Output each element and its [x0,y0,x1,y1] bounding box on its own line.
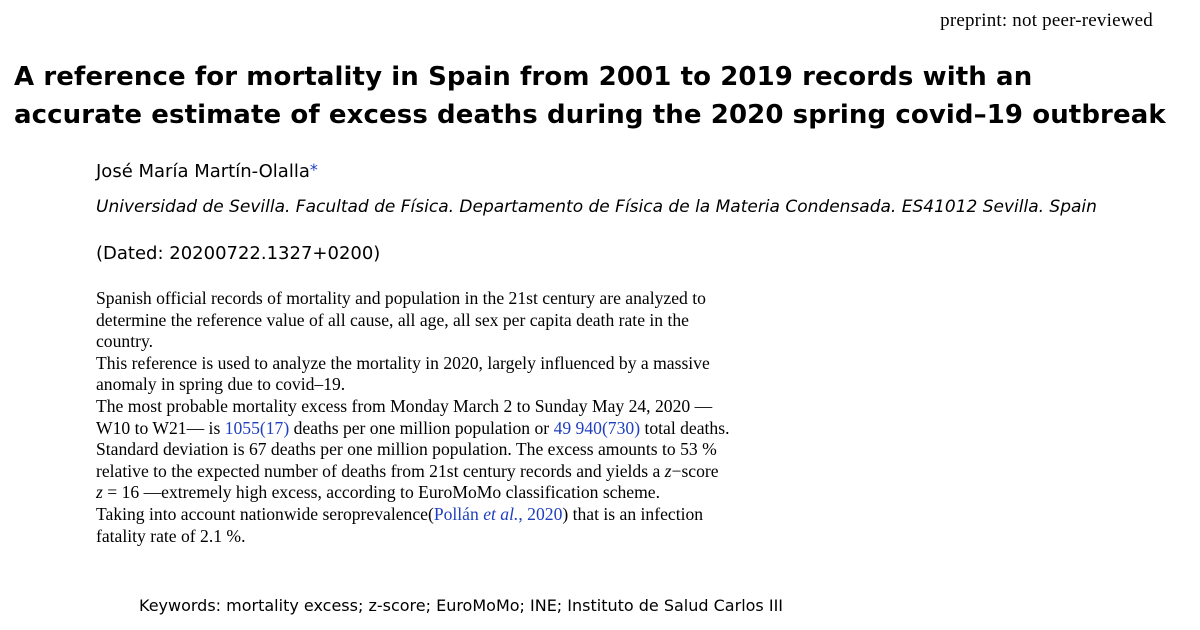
abstract-paragraph-4 [96,504,826,547]
abstract-line: anomaly in spring due to covid–19. [96,374,346,395]
abstract-line: country. [96,331,153,352]
abstract-text: relative to the expected number of deaths from 21st century records and yields a [96,460,665,481]
abstract-line: Standard deviation is 67 deaths per one million population. The excess amounts to 53 % [96,439,717,460]
abstract [96,288,826,547]
total-deaths-link[interactable]: 49 940(730) [553,417,641,438]
citation-year: , 2020 [518,503,563,524]
abstract-line: The most probable mortality excess from Monday March 2 to Sunday May 24, 2020 — [96,395,713,416]
author-name: José María Martín-Olalla [96,161,310,182]
dated-stamp: (Dated: 20200722.1327+0200) [96,243,381,264]
abstract-paragraph-1 [96,288,826,353]
citation-etal: et al. [483,503,519,524]
abstract-line: Spanish official records of mortality and population in the 21st century are analyzed to [96,288,706,308]
abstract-line: fatality rate of 2.1 %. [96,525,246,546]
preprint-status-label: preprint: not peer-reviewed [940,10,1153,31]
paper-title [14,58,1194,134]
abstract-line: This reference is used to analyze the mortality in 2020, largely influenced by a massive [96,352,710,373]
z-variable: z [96,482,103,503]
keywords: Keywords: mortality excess; z-score; EuroMoMo; INE; Instituto de Salud Carlos III [139,596,783,615]
abstract-text: Taking into account nationwide seroprevalence( [96,503,434,524]
abstract-line [96,461,826,483]
abstract-text: deaths per one million population or [289,417,554,438]
abstract-paragraph-2 [96,353,826,396]
abstract-line [96,482,826,504]
z-variable: z [664,460,672,481]
abstract-line [96,418,826,440]
author [96,160,318,182]
paper-title-line-2: accurate estimate of excess deaths during the 2020 spring covid–19 outbreak [14,100,1166,130]
abstract-text: ) that is an infection [562,503,704,524]
abstract-text: total deaths. [640,417,730,438]
citation-link[interactable] [434,504,563,524]
abstract-text: −score [671,460,719,481]
abstract-line: determine the reference value of all cause, all age, all sex per capita death rate in the [96,309,689,330]
paper-title-line-1: A reference for mortality in Spain from 2001 to 2019 records with an [14,62,1033,92]
abstract-line [96,504,826,526]
abstract-paragraph-3 [96,396,826,504]
author-affiliation: Universidad de Sevilla. Facultad de Física. Departamento de Física de la Materia Condensada. ES41012 Sevilla. Spain [96,197,1097,217]
deaths-per-million-link[interactable]: 1055(17) [224,417,290,438]
citation-author: Pollán [433,503,484,524]
abstract-text: = 16 —extremely high excess, according to EuroMoMo classification scheme. [102,482,660,503]
author-footnote-marker[interactable]: * [309,160,318,179]
abstract-text: W10 to W21— is [96,417,225,438]
